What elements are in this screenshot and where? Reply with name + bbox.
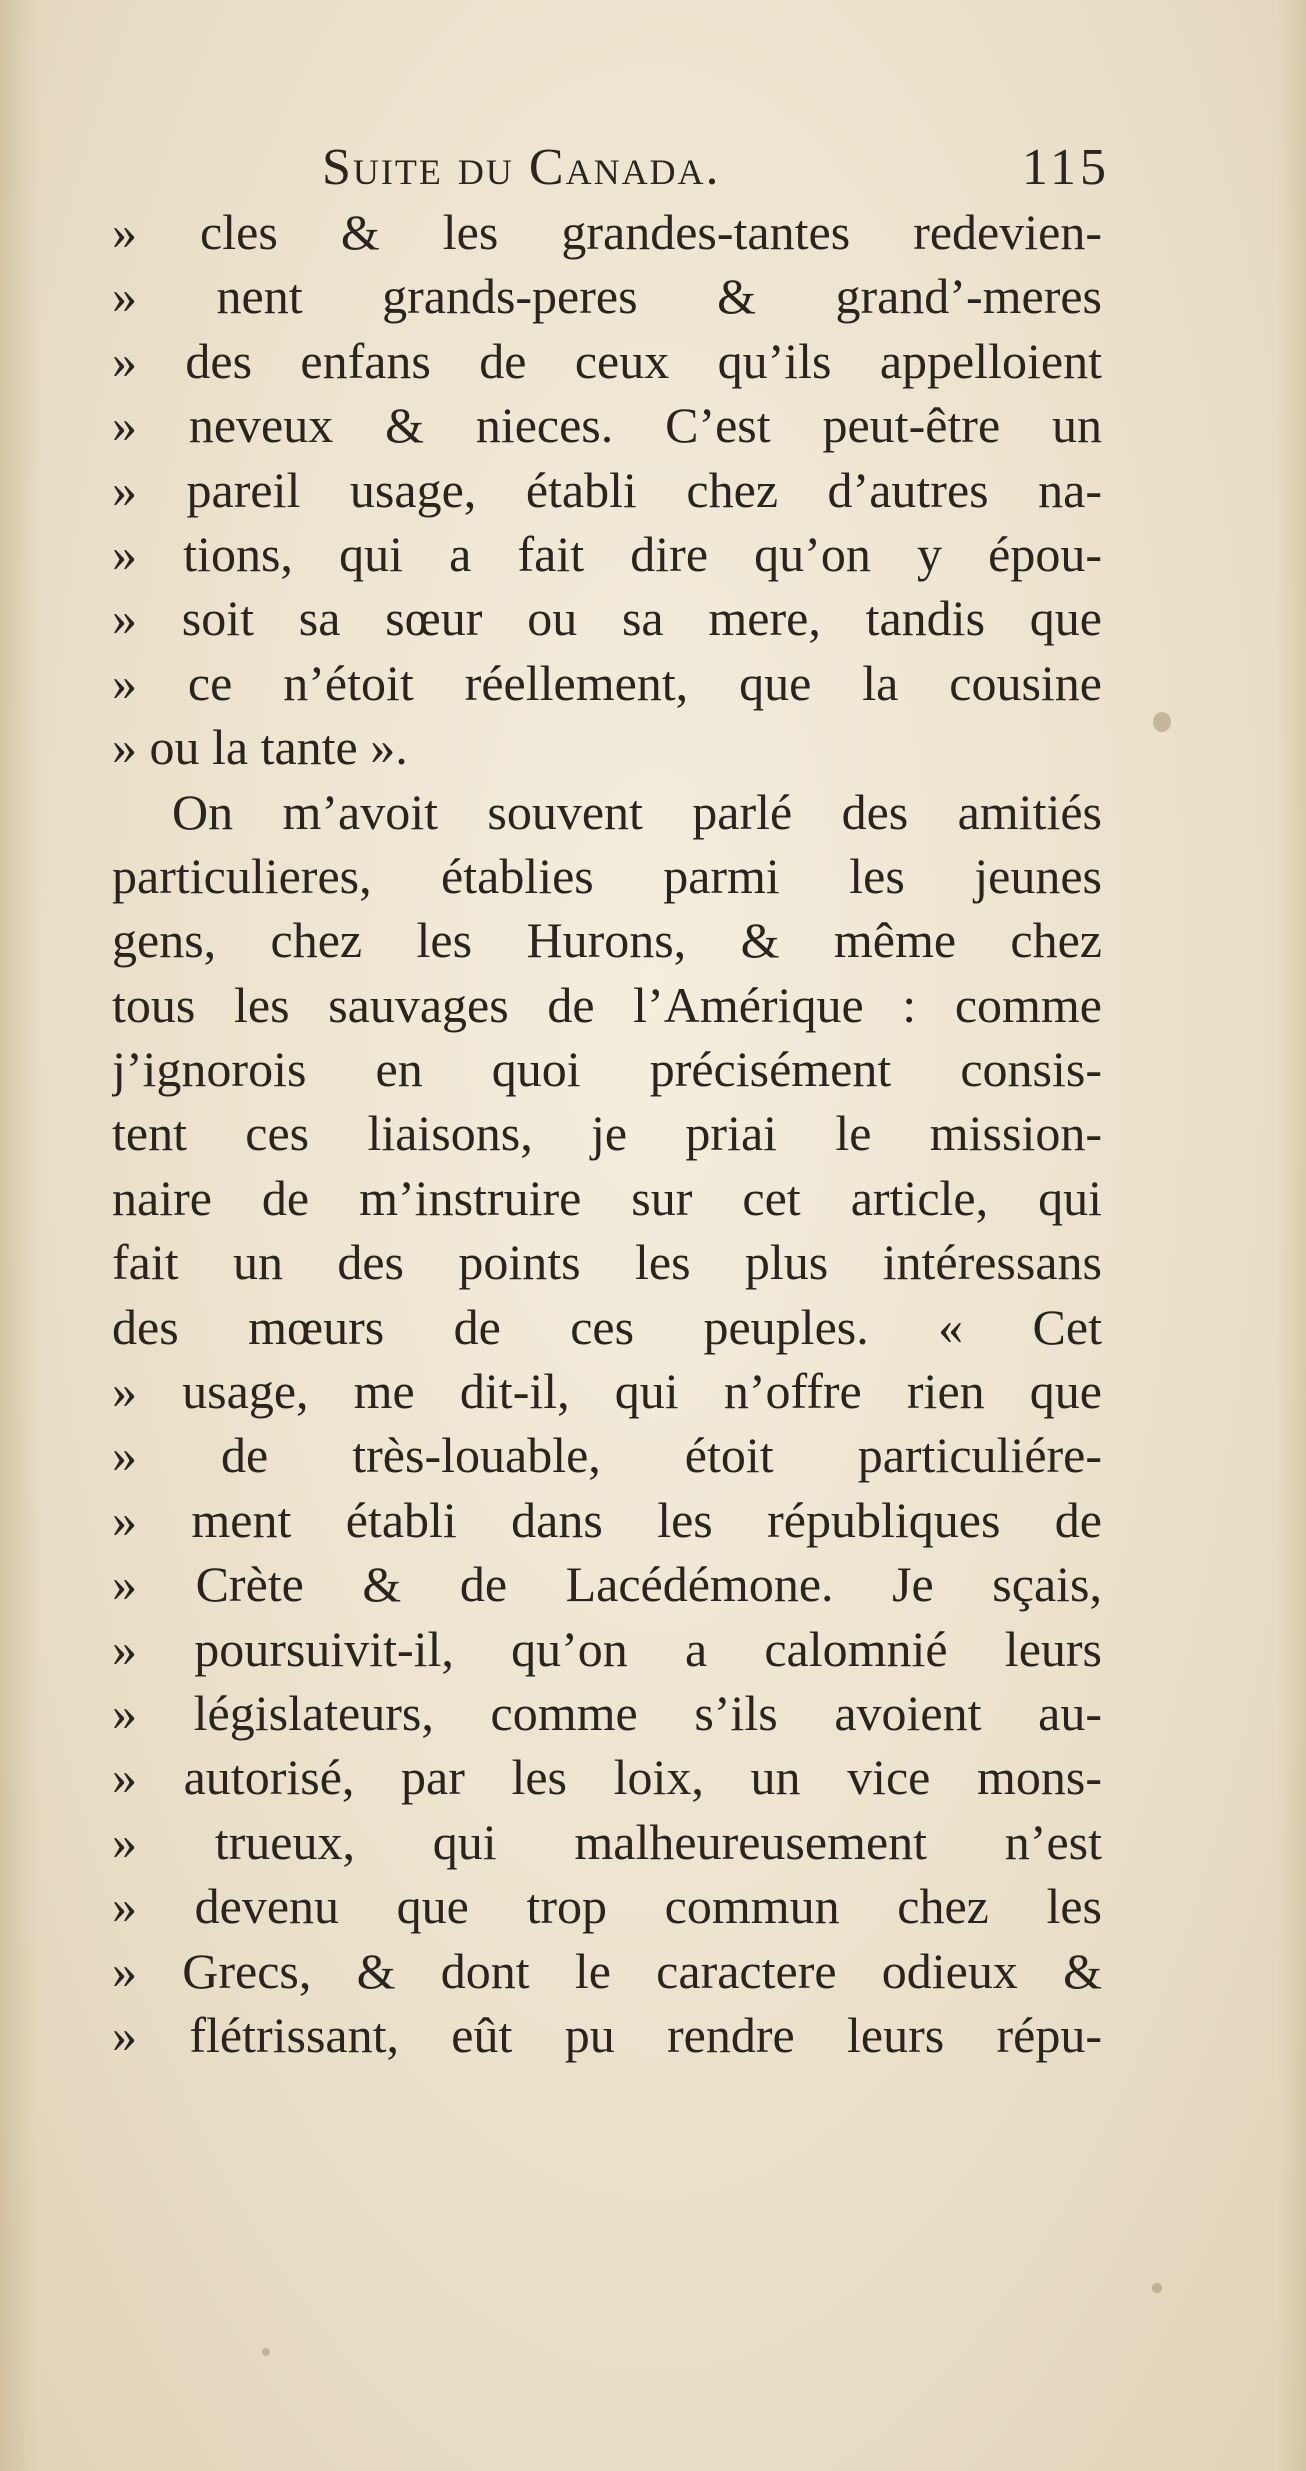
text-line: naire de m’instruire sur cet article, qui [112, 1169, 1102, 1226]
text-line: » devenu que trop commun chez les [112, 1878, 1102, 1935]
text-line: des mœurs de ces peuples. « Cet [112, 1298, 1102, 1355]
running-head [192, 138, 1122, 208]
text-line: » trueux, qui malheureusement n’est [112, 1813, 1102, 1870]
text-line: » tions, qui a fait dire qu’on y épou- [112, 525, 1102, 582]
text-line: » de très-louable, étoit particuliére- [112, 1427, 1102, 1484]
text-line: » ou la tante ». [112, 719, 408, 776]
text-line: » des enfans de ceux qu’ils appelloient [112, 332, 1102, 389]
paper-stain [1153, 712, 1171, 732]
text-line: gens, chez les Hurons, & même chez [112, 912, 1102, 969]
text-line: » ment établi dans les républiques de [112, 1491, 1102, 1548]
text-line: fait un des points les plus intéressans [112, 1234, 1102, 1291]
body-text [112, 200, 1102, 2067]
text-line: » législateurs, comme s’ils avoient au- [112, 1684, 1102, 1741]
text-line: » autorisé, par les loix, un vice mons- [112, 1749, 1102, 1806]
text-line: » pareil usage, établi chez d’autres na- [112, 461, 1102, 518]
text-line: » nent grands-peres & grand’-meres [112, 268, 1102, 325]
text-line: tous les sauvages de l’Amérique : comme [112, 976, 1102, 1033]
paper-stain [1152, 2283, 1162, 2293]
text-line: » usage, me dit-il, qui n’offre rien que [112, 1363, 1102, 1420]
text-line: » cles & les grandes-tantes redevien- [112, 204, 1102, 260]
text-line: » Crète & de Lacédémone. Je sçais, [112, 1556, 1102, 1613]
text-line: On m’avoit souvent parlé des amitiés [172, 783, 1102, 840]
text-line: j’ignorois en quoi précisément consis- [112, 1041, 1102, 1098]
text-line: » poursuivit-il, qu’on a calomnié leurs [112, 1620, 1102, 1677]
page-shadow-left [0, 0, 40, 2471]
paper-stain [262, 2348, 270, 2356]
page-number: 115 [1021, 139, 1110, 196]
text-line: » Grecs, & dont le caractere odieux & [112, 1942, 1102, 1999]
text-line: » soit sa sœur ou sa mere, tandis que [112, 590, 1102, 647]
running-title: Suite du Canada. [322, 139, 721, 196]
text-line: » neveux & nieces. C’est peut-être un [112, 397, 1102, 454]
text-line: » flétrissant, eût pu rendre leurs répu- [112, 2006, 1102, 2063]
text-line: » ce n’étoit réellement, que la cousine [112, 654, 1102, 711]
text-line: tent ces liaisons, je priai le mission- [112, 1105, 1102, 1162]
text-line: particulieres, établies parmi les jeunes [112, 847, 1102, 904]
page-shadow-right [1276, 0, 1306, 2471]
